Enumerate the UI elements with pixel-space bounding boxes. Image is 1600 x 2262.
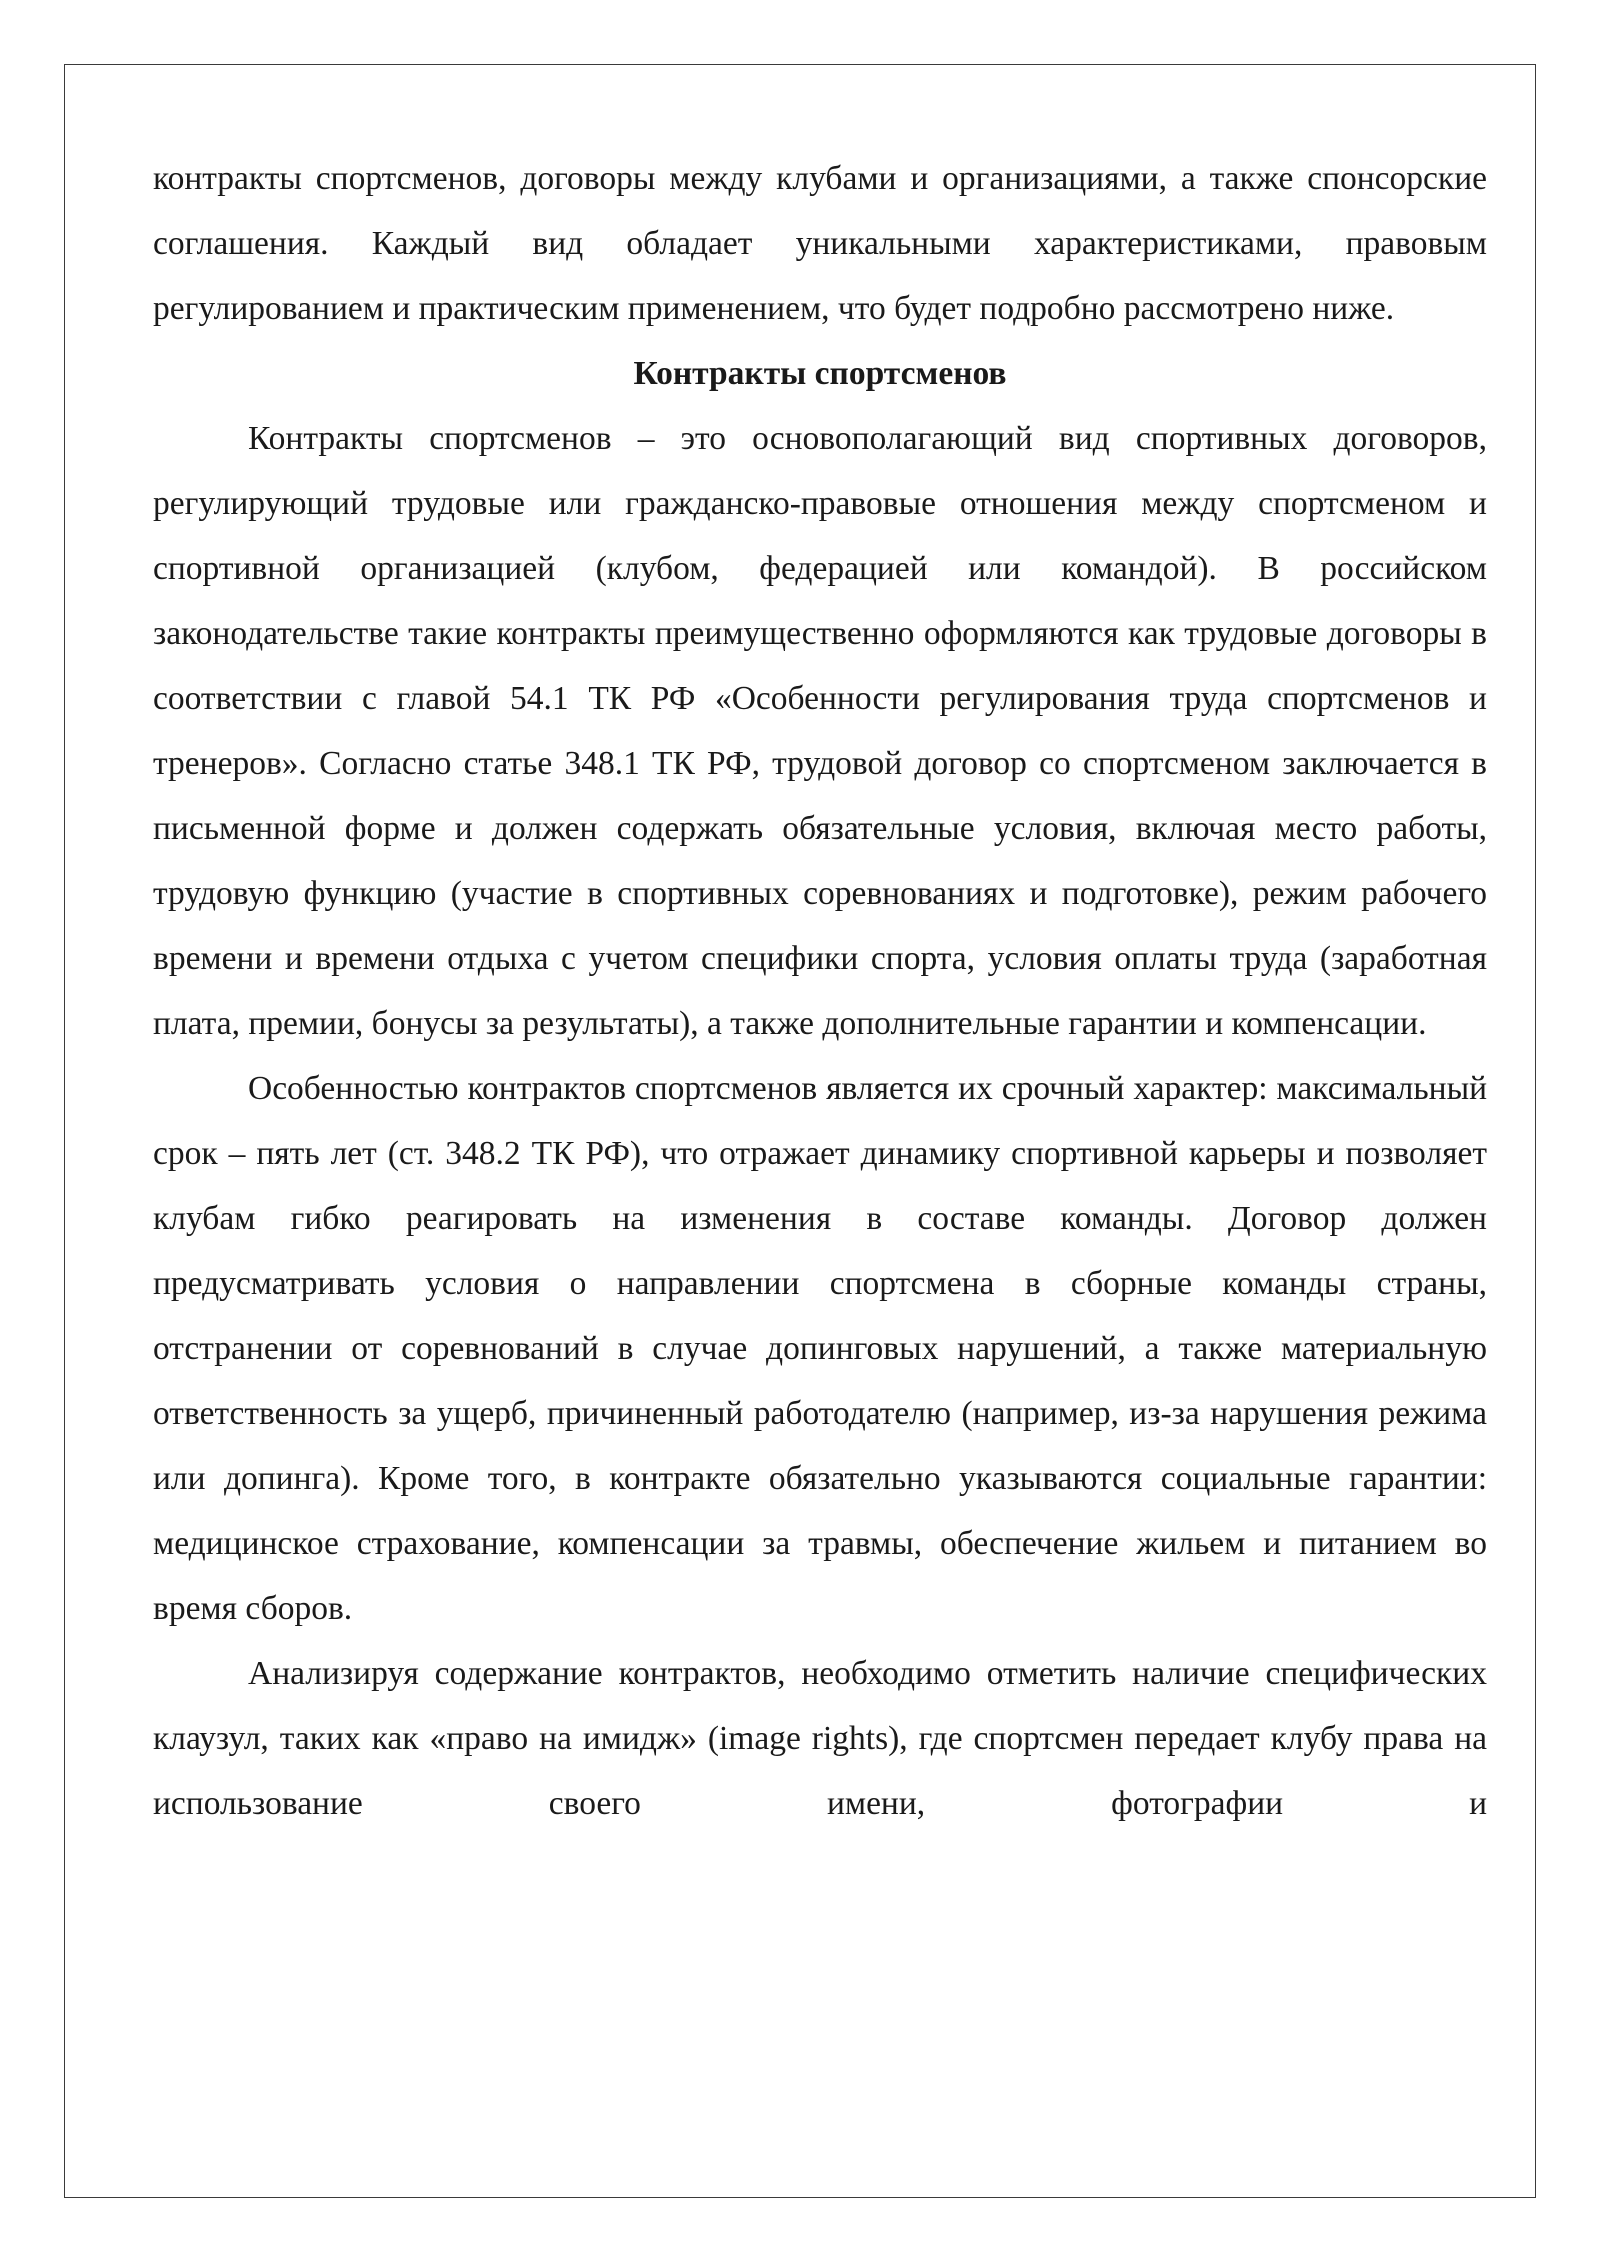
body-paragraph: Особенностью контрактов спортсменов является их срочный характер: максимальный срок – пять лет (ст. 348.2 ТК РФ), что отражает динамику спортивной карьеры и позволяет клубам гибко реагировать на изменения в составе команды. Договор должен предусматривать условия о направлении спортсмена в сборные команды страны, отстранении от соревнований в случае допинговых нарушений, а также материальную ответственность за ущерб, причиненный работодателю (например, из-за нарушения режима или допинга). Кроме того, в контракте обязательно указываются социальные гарантии: медицинское страхование, компенсации за травмы, обеспечение жильем и питанием во время сборов. (153, 1070, 1487, 1627)
document-body (153, 146, 1487, 1836)
section-heading: Контракты спортсменов (633, 355, 1007, 392)
intro-paragraph: контракты спортсменов, договоры между клубами и организациями, а также спонсорские соглашения. Каждый вид обладает уникальными характеристиками, правовым регулированием и практическим применением, что будет подробно рассмотрено ниже. (153, 160, 1487, 327)
body-paragraph: Контракты спортсменов – это основополагающий вид спортивных договоров, регулирующий трудовые или гражданско-правовые отношения между спортсменом и спортивной организацией (клубом, федерацией или командой). В российском законодательстве такие контракты преимущественно оформляются как трудовые договоры в соответствии с главой 54.1 ТК РФ «Особенности регулирования труда спортсменов и тренеров». Согласно статье 348.1 ТК РФ, трудовой договор со спортсменом заключается в письменной форме и должен содержать обязательные условия, включая место работы, трудовую функцию (участие в спортивных соревнованиях и подготовке), режим рабочего времени и времени отдыха с учетом специфики спорта, условия оплаты труда (заработная плата, премии, бонусы за результаты), а также дополнительные гарантии и компенсации. (153, 420, 1487, 1042)
body-paragraph: Анализируя содержание контрактов, необходимо отметить наличие специфических клаузул, таких как «право на имидж» (image rights), где спортсмен передает клубу права на использование своего имени, фотографии и (153, 1655, 1487, 1822)
